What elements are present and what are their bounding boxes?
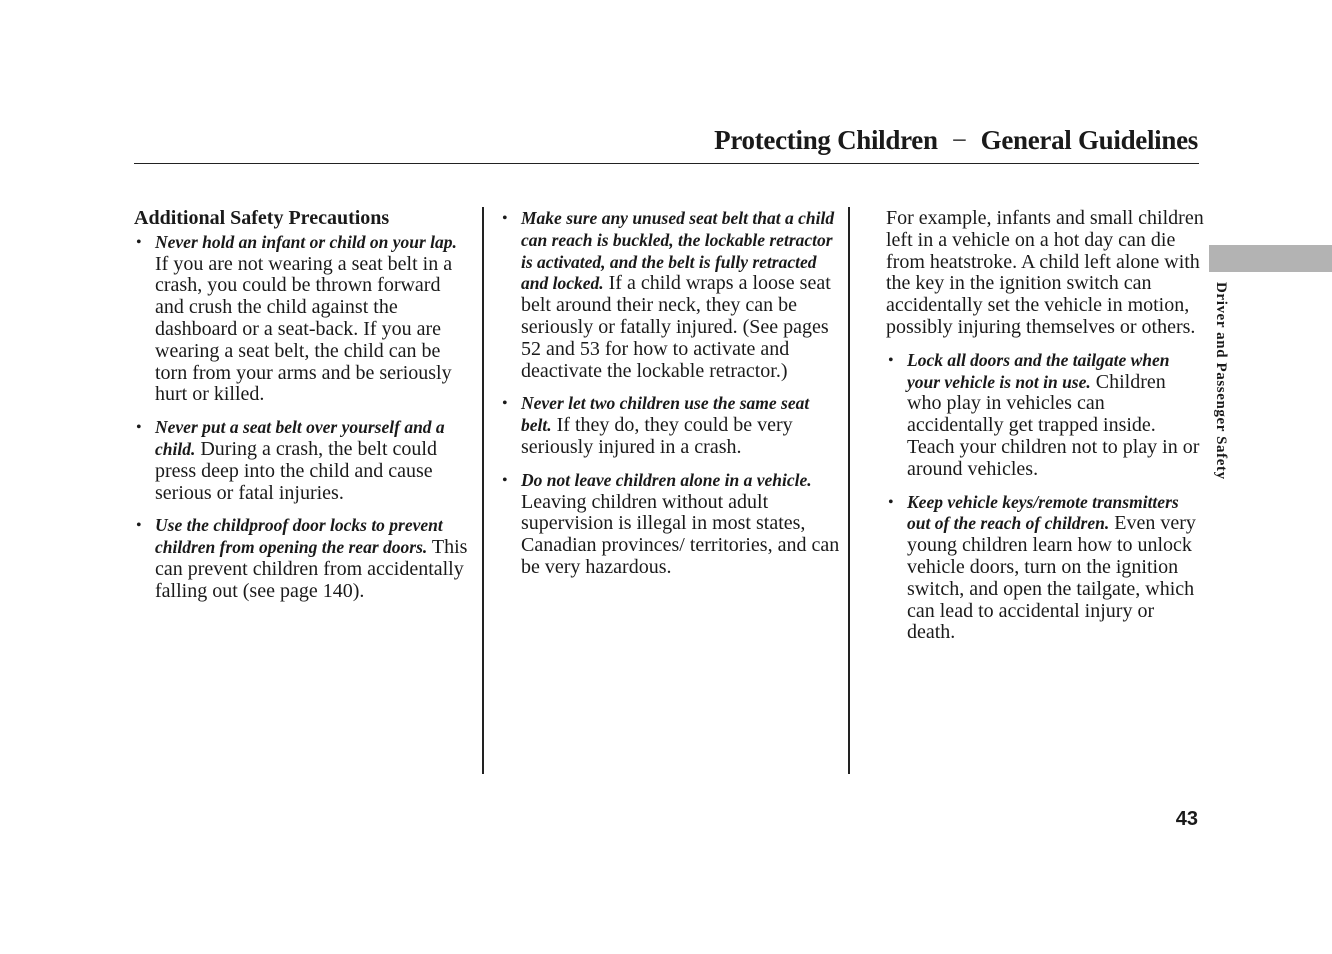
title-right: General Guidelines [980,125,1198,155]
bullet-lead: Never put a seat belt over yourself and a child. [155,417,445,459]
title-left: Protecting Children [714,125,938,155]
bullet-lead: Never let two children use the same seat belt. [521,393,810,436]
bullet-item [886,492,1204,645]
column-divider [482,207,484,774]
column-divider [848,207,850,774]
bullet-body: If a child wraps a loose seat belt around their neck, they can be seriously or fatally injured. (See pages 52 and 53 for how to activate and deactivate the lockable retractor.) [521,272,831,382]
bullet-item [500,208,840,382]
section-heading: Additional Safety Precautions [134,207,390,229]
bullet-lead: Never hold an infant or child on your lap. [155,231,457,252]
bullet-lead: Keep vehicle keys/remote transmitters out of the reach of children. [907,491,1179,534]
column-2 [500,208,840,590]
bullet-body: If they do, they could be very seriously injured in a crash. [521,414,793,458]
bullet-icon: • [136,233,142,251]
bullet-lead: Make sure any unused seat belt that a child can reach is buckled, the lockable retractor is activated, and the belt is fully retracted and locked. [521,208,835,294]
bullet-icon: • [502,395,508,413]
bullet-icon: • [888,351,894,369]
bullet-lead: Use the childproof door locks to prevent children from opening the rear doors. [155,515,443,558]
bullet-icon: • [136,419,142,437]
bullet-item [134,417,474,504]
bullet-lead: Lock all doors and the tailgate when your vehicle is not in use. [907,349,1170,392]
bullet-body: If you are not wearing a seat belt in a crash, you could be thrown forward and crush the child against the dashboard or a seat-back. If you are wearing a seat belt, the child can be torn from your arms and be seriously hurt or killed. [155,252,453,406]
bullet-item [500,470,840,579]
bullet-body: Leaving children without adult supervision is illegal in most states, Canadian provinces/ territories, and can be very hazardous. [521,490,840,578]
bullet-item [500,393,840,458]
bullet-icon: • [502,210,508,227]
page-number: 43 [1175,808,1198,830]
title-dash: − [951,125,967,155]
page-title [714,122,1198,158]
bullet-body: This can prevent children from accidentally falling out (see page 140). [155,536,468,602]
section-side-label: Driver and Passenger Safety [1213,282,1229,480]
bullet-body: During a crash, the belt could press deep into the child and cause serious or fatal injuries. [155,437,437,504]
bullet-body: Children who play in vehicles can accidentally get trapped inside. Teach your children not to play in or around vehicles. [907,370,1200,480]
bullet-item [134,232,474,406]
column-1 [134,208,474,614]
bullet-item [886,350,1204,481]
bullet-icon: • [136,517,142,535]
column-3 [886,208,1204,655]
section-tab [1209,245,1332,272]
intro-paragraph: For example, infants and small children left in a vehicle on a hot day can die from heatstroke. A child left alone with the key in the ignition switch can accidentally set the vehicle in motion, possibly injuring themselves or others. [886,207,1204,338]
header-rule [134,163,1199,164]
bullet-body: Even very young children learn how to unlock vehicle doors, turn on the ignition switch, and open the tailgate, which can lead to accidental injury or death. [907,512,1196,644]
bullet-icon: • [888,493,894,511]
bullet-item [134,515,474,602]
bullet-icon: • [502,471,508,489]
bullet-lead: Do not leave children alone in a vehicle. [521,469,812,490]
